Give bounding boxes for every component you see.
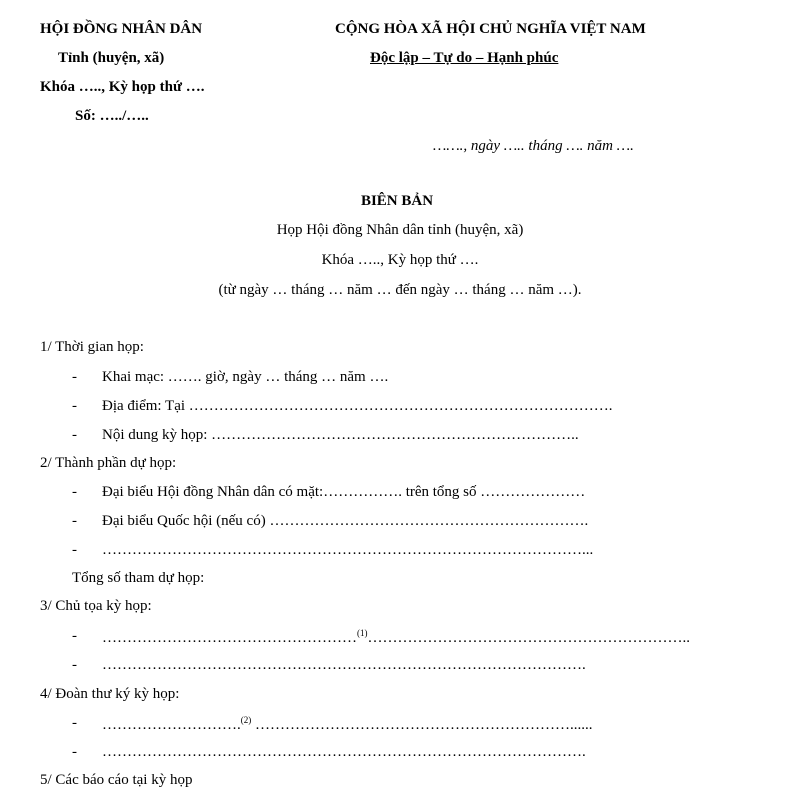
dash-marker: - <box>72 715 77 731</box>
document-number: Số: …../….. <box>75 108 149 124</box>
dash-marker: - <box>72 657 77 673</box>
section-2-heading: 2/ Thành phần dự họp: <box>40 455 177 471</box>
dash-marker: - <box>72 369 77 385</box>
s3-item-chair: ……………………………………………$^{(1)}$……………………………………………………….. <box>102 628 690 646</box>
dash-marker: - <box>72 542 77 558</box>
s1-item-opening: Khai mạc: ……. giờ, ngày … tháng … năm …. <box>102 369 389 385</box>
section-1-heading: 1/ Thời gian họp: <box>40 339 144 355</box>
council-session: Khóa ….., Kỳ họp thứ …. <box>40 79 205 95</box>
s2-total-attendance: Tổng số tham dự họp: <box>72 570 205 586</box>
s4-item-secretary: ……………………….$^{(2)}$ ………………………………………………………...... <box>102 715 593 733</box>
dash-marker: - <box>72 744 77 760</box>
dash-marker: - <box>72 513 77 529</box>
s3-item-blank: ……………………………………………………………………………………. <box>102 657 586 673</box>
s1-item-content: Nội dung kỳ họp: ……………………………………………………………….. <box>102 427 579 443</box>
s4-item-blank: ……………………………………………………………………………………. <box>102 744 586 760</box>
national-motto: Độc lập – Tự do – Hạnh phúc <box>370 50 559 66</box>
country-name: CỘNG HÒA XÃ HỘI CHỦ NGHĨA VIỆT NAM <box>335 21 646 37</box>
dash-marker: - <box>72 484 77 500</box>
section-4-heading: 4/ Đoàn thư ký kỳ họp: <box>40 686 180 702</box>
title-line-3: (từ ngày … tháng … năm … đến ngày … tháng … năm …). <box>218 282 582 298</box>
document-title: BIÊN BẢN <box>360 193 434 209</box>
footnote-2: (2) <box>240 715 252 725</box>
footnote-1: (1) <box>357 628 368 638</box>
s1-item-location: Địa điểm: Tại …………………………………………………………………………. <box>102 398 613 414</box>
s2-item-blank: ……………………………………………………………………………………... <box>102 542 594 558</box>
section-5-heading: 5/ Các báo cáo tại kỳ họp <box>40 772 193 788</box>
date-line: ……., ngày ….. tháng …. năm …. <box>433 138 634 154</box>
title-line-2: Khóa ….., Kỳ họp thứ …. <box>321 252 479 268</box>
section-3-heading: 3/ Chủ tọa kỳ họp: <box>40 598 152 614</box>
dash-marker: - <box>72 628 77 644</box>
council-name: HỘI ĐỒNG NHÂN DÂN <box>40 21 203 37</box>
s2-item-national-assembly: Đại biểu Quốc hội (nếu có) ………………………………………………………. <box>102 513 589 529</box>
s2-item-delegates: Đại biểu Hội đồng Nhân dân có mặt:……………. trên tổng số ………………… <box>102 484 586 500</box>
title-line-1: Họp Hội đồng Nhân dân tỉnh (huyện, xã) <box>276 222 524 238</box>
dash-marker: - <box>72 427 77 443</box>
dash-marker: - <box>72 398 77 414</box>
council-level: Tỉnh (huyện, xã) <box>58 50 165 66</box>
